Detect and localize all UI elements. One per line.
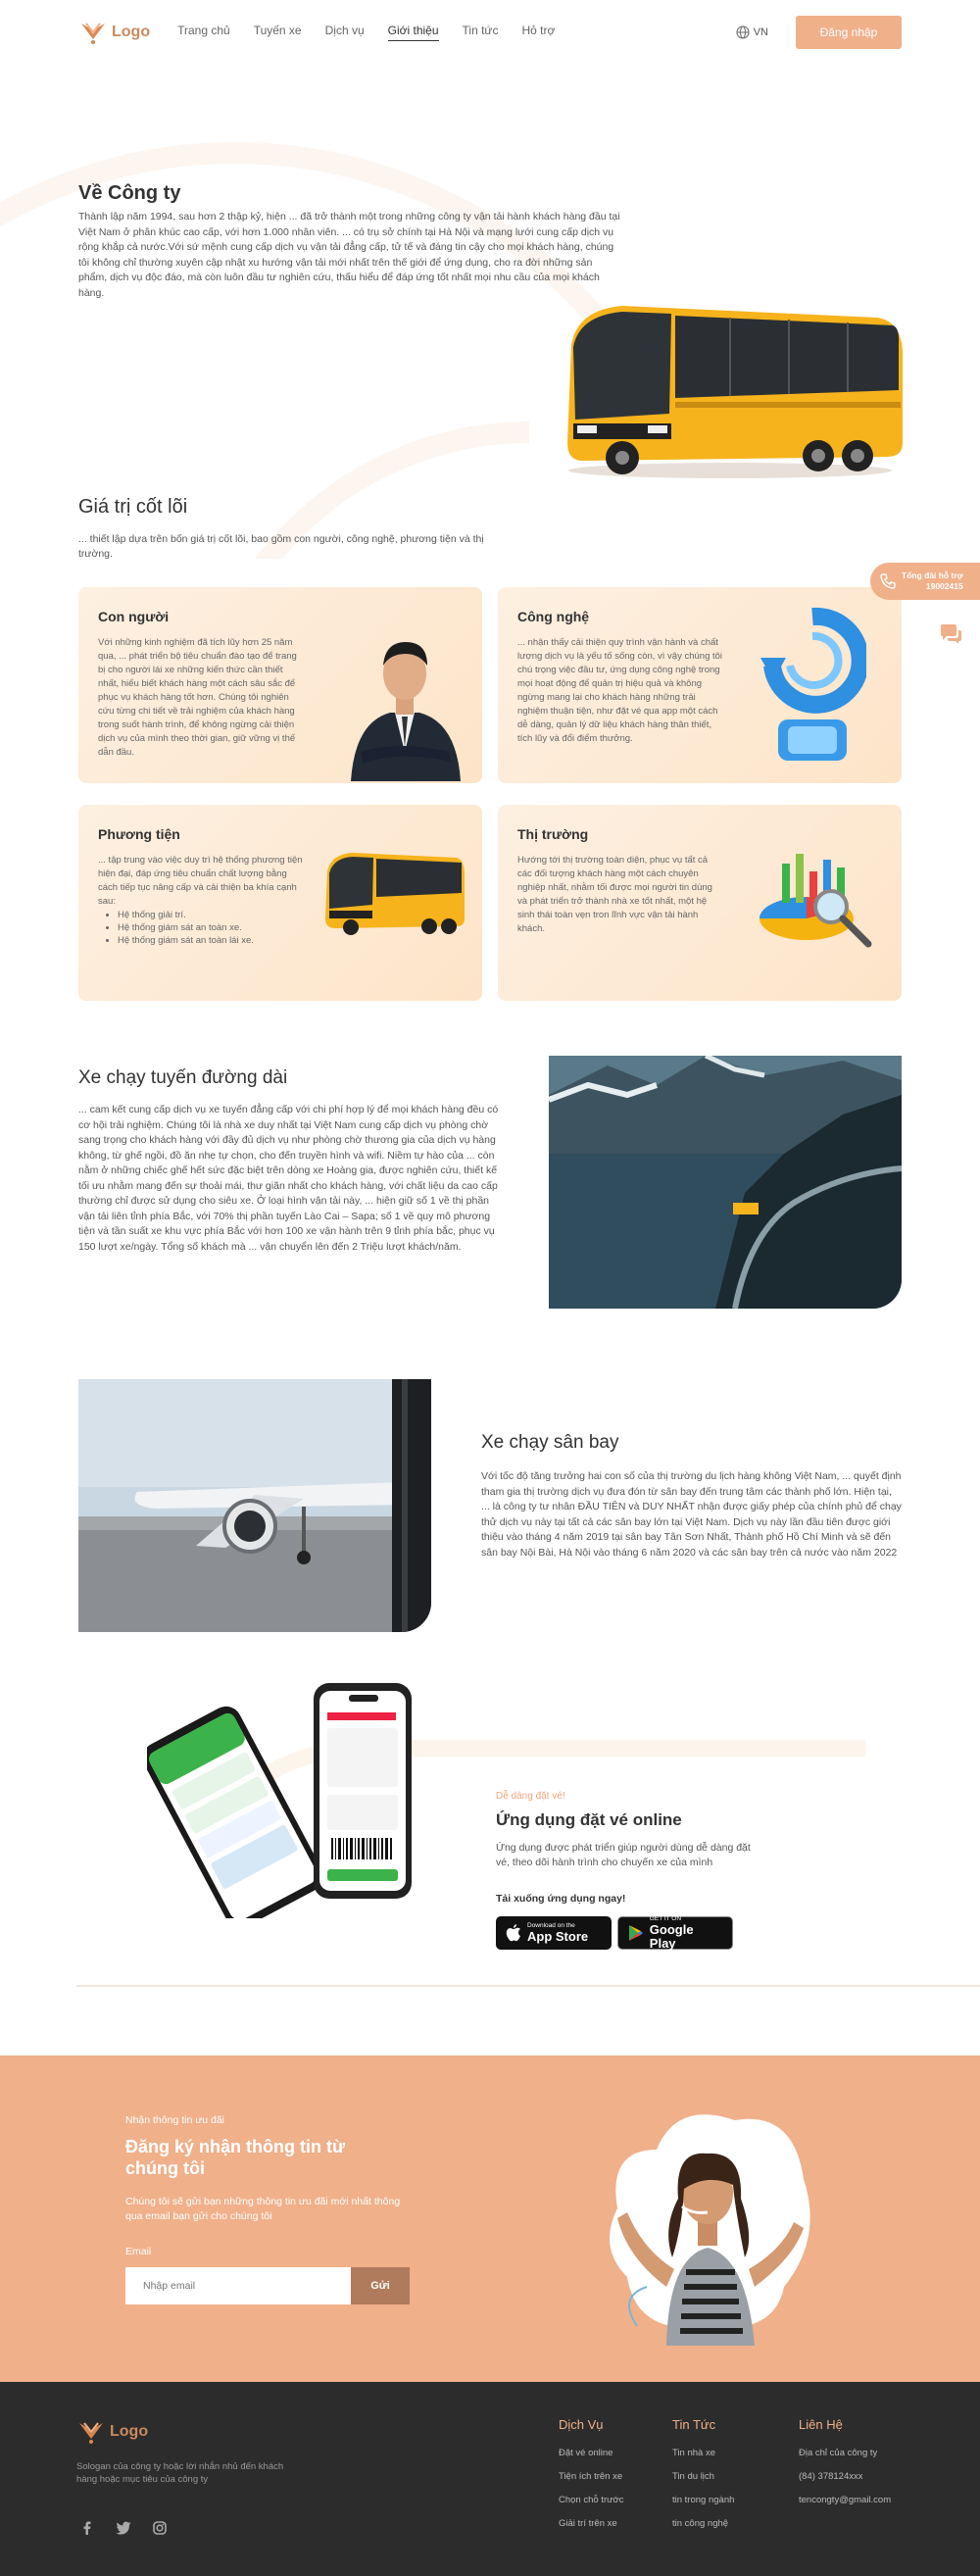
google-play-text <box>650 1915 722 1951</box>
long-route-section <box>78 1056 902 1379</box>
hotline-widget[interactable] <box>870 563 980 600</box>
nav-support[interactable]: Hỏ trợ <box>521 24 556 37</box>
app-store-text <box>527 1922 588 1944</box>
card-title: Thị trường <box>517 826 589 842</box>
download-label: Tải xuống ứng dụng ngay! <box>496 1893 626 1905</box>
footer-link[interactable]: Đặt vé online <box>559 2448 613 2458</box>
list-item: • Hệ thống giải trí. <box>118 909 463 921</box>
newsletter-title: Đăng ký nhận thông tin từ chúng tôi <box>125 2137 346 2178</box>
about-title: Về Công ty <box>78 182 181 204</box>
about-text: Thành lập năm 1994, sau hơn 2 thập kỷ, hiện ... đã trở thành một trong những công ty vận tải hành khách hàng đầu tại Việt Nam ở phân khúc cao cấp, với hơn 1.000 nhân viên. ... có trụ sở chính tại Hà Nội và mạng lưới cung cấp dịch vụ rộng khắp cả nước.Với sứ mệnh cung cấp dịch vụ vận tải đẳng cấp, tử tế và đáng tin cậy cho mọi khách hàng, chúng tôi không chỉ thường xuyên cập nhật xu hướng vận tải mới nhất trên thế giới để ứng dụng, cho ra đời những sản phẩm, dịch vụ độc đáo, mà còn luôn đầu tư nghiên cứu, thấu hiểu để đáp ứng tốt nhất mọi nhu cầu của mọi khách hàng. <box>78 211 620 299</box>
main-nav <box>177 24 578 41</box>
footer-link[interactable]: Chọn chỗ trước <box>559 2495 624 2505</box>
card-title: Con người <box>98 609 170 624</box>
mountain-road-image <box>549 1056 902 1309</box>
nav-services[interactable]: Dịch vụ <box>324 24 365 37</box>
footer-phone[interactable]: (84) 378124xxx <box>799 2471 863 2482</box>
footer-link[interactable]: Tiện ích trên xe <box>559 2471 623 2482</box>
apple-icon <box>506 1924 521 1942</box>
footer-link[interactable]: tin công nghệ <box>672 2518 729 2529</box>
footer <box>0 2382 980 2576</box>
logo-icon <box>78 18 108 47</box>
language-selector[interactable] <box>736 25 768 39</box>
divider <box>76 1985 980 1987</box>
footer-slogan: Sologan của công ty hoặc lời nhắn nhủ đến khách hàng hoặc mục tiêu của công ty <box>76 2461 284 2485</box>
app-store-small: Download on the <box>527 1922 575 1929</box>
footer-link[interactable]: tin trong ngành <box>672 2495 735 2505</box>
list-item: • Hệ thống giám sát an toàn xe. <box>118 921 463 934</box>
airplane-photo <box>78 1379 431 1632</box>
card-vehicle <box>78 805 482 1001</box>
footer-brand <box>76 2417 292 2486</box>
newsletter-form <box>125 2267 419 2304</box>
footer-col-news <box>672 2417 734 2542</box>
app-section <box>0 1673 980 1999</box>
footer-col-title: Tin Tức <box>672 2417 716 2432</box>
header-left <box>78 18 578 47</box>
header <box>78 0 902 65</box>
businessman-image <box>341 605 468 781</box>
core-values-section <box>78 496 902 1001</box>
google-play-big: Google Play <box>649 1922 694 1951</box>
about-section <box>78 65 902 496</box>
footer-col-title: Dịch Vụ <box>559 2417 604 2432</box>
airport-text: Với tốc độ tăng trưởng hai con số của thị trường du lịch hàng không Việt Nam, ... quyết định tham gia thị trường dịch vụ đưa đón từ sân bay đến trung tâm các thành phố lớn. Hiện tại, ... là công ty tư nhân ĐẦU TIÊN và DUY NHẤT nhận được giấy phép của chính phủ để chạy thử dịch vụ này tại tất cả các sân bay lớn tại Việt Nam. Dịch vụ này lần đầu tiên được giới thiệu vào tháng 4 năm 2019 tại sân bay Tân Sơn Nhất, Thành phố Hồ Chí Minh và sẽ đến sân bay Nội Bài, Hà Nội vào tháng 6 năm 2020 và các sân bay trên cả nước vào năm 2022 <box>481 1470 902 1559</box>
gear-cycle-icon <box>759 607 866 773</box>
nav-home[interactable]: Trang chủ <box>177 24 230 37</box>
mountain-road-photo <box>549 1056 902 1309</box>
bus-image <box>554 296 906 482</box>
phones-image <box>147 1673 441 1918</box>
app-store-button[interactable] <box>496 1916 612 1950</box>
footer-link[interactable]: Tin nhà xe <box>672 2448 716 2458</box>
email-label: Email <box>125 2246 152 2257</box>
core-cards <box>78 587 902 1001</box>
footer-logo-text: Logo <box>110 2423 149 2440</box>
footer-email[interactable]: tencongty@gmail.com <box>799 2495 892 2505</box>
logo-icon <box>76 2417 106 2447</box>
footer-col-services <box>559 2417 623 2542</box>
language-label: VN <box>753 26 768 38</box>
instagram-icon[interactable] <box>153 2521 167 2535</box>
login-button[interactable]: Đăng nhập <box>796 16 902 49</box>
airport-image <box>78 1379 431 1632</box>
google-play-small: GET IT ON <box>649 1915 682 1922</box>
market-chart-icon <box>753 848 880 956</box>
hotline-text <box>902 570 963 592</box>
app-title: Ứng dụng đặt vé online <box>496 1810 682 1829</box>
newsletter-section <box>0 2056 980 2382</box>
app-store-big: App Store <box>527 1929 589 1944</box>
airport-title: Xe chạy sân bay <box>481 1432 619 1453</box>
card-title: Công nghệ <box>517 609 590 624</box>
card-technology <box>498 587 902 783</box>
card-text: Hướng tới thị trường toàn diện, phục vụ tất cả các đối tượng khách hàng một cách chuyên nghiệp nhất, nhằm tối được mọi người tin dùng và phát triển trở thành nhà xe tốt nhất, một hệ sinh thái toàn vẹn tron lĩnh vực vận tải hành khách. <box>517 855 712 934</box>
card-people <box>78 587 482 783</box>
newsletter-label: Nhận thông tin ưu đãi <box>125 2114 225 2126</box>
footer-link[interactable]: Giải trí trên xe <box>559 2518 617 2529</box>
long-route-text: ... cam kết cung cấp dịch vụ xe tuyến đẳng cấp với chi phí hợp lý để mọi khách hàng đều có cơ hội trải nghiệm. Chúng tôi là nhà xe duy nhất tại Việt Nam cung cấp dịch vụ phòng chờ sang trọng cho khách hàng với đầy đủ dịch vụ như phòng chờ thương gia của dịch vụ hàng không, từ ghế ngồi, đồ ăn nhẹ tự chọn, cho đến truyền hình và wifi. Niềm tự hào của ... còn nằm ở những chiếc ghế hết sức đặc biệt trên dòng xe Hoàng gia, được nghiên cứu, thiết kế tối ưu nhằm mang đến sự thoải mái, thư giãn nhất cho khách hàng, với chất liệu da cao cấp thường chỉ được sử dụng cho siêu xe. Ở loại hình vận tải này, ... hiện giữ số 1 về thị phần vận tải liên tỉnh phía Bắc, với 70% thị phần tuyến Lào Cai – Sapa; số 1 về quy mô phương tiện và tần suất xe khu vực phía Bắc với hơn 100 xe vận hành trên 9 tỉnh phía bắc, phục vụ 150 lượt xe/ngày. Tổng số khách mà ... vận chuyển lên đến 2 Triệu lượt khách/năm. <box>78 1104 499 1253</box>
phone-icon <box>880 573 896 589</box>
long-route-title: Xe chạy tuyến đường dài <box>78 1067 288 1088</box>
list-item: • Hệ thống giám sát an toàn lái xe. <box>118 934 463 947</box>
core-title: Giá trị cốt lõi <box>78 496 188 518</box>
footer-link[interactable]: Tin du lịch <box>672 2471 714 2482</box>
woman-image <box>598 2091 823 2346</box>
card-market <box>498 805 902 1001</box>
submit-button[interactable]: Gửi <box>351 2267 410 2304</box>
facebook-icon[interactable] <box>80 2521 94 2535</box>
card-text: ... nhận thấy cải thiện quy trình vận hành và chất lượng dịch vụ là yếu tố sống còn, vì vậy chúng tôi chú trọng việc đầu tư, ứng dụng công nghệ trong mọi hoạt động để quản trị hiệu quả và không ngừng mang lại cho khách hàng những trải nghiệm thuận tiện, như đặt vé qua app một cách dễ dàng, quản lý dữ liệu khách hàng thân thiết, tích lũy và đổi điểm thưởng. <box>517 637 723 744</box>
header-right <box>736 16 902 49</box>
newsletter-content <box>125 2114 419 2304</box>
card-text: ... tập trung vào việc duy trì hệ thống phương tiện hiện đại, đáp ứng tiêu chuẩn chất lượng bằng cách tiếp tục nâng cấp và cải thiện ba khía cạnh sau: <box>98 855 303 907</box>
airport-section <box>78 1379 902 1673</box>
hotline-label: Tổng đài hỗ trợ <box>902 570 963 580</box>
core-subtitle: ... thiết lập dựa trên bốn giá trị cốt lõi, bao gồm con người, công nghệ, phương tiện và thị trường. <box>78 533 484 560</box>
footer-address: Địa chỉ của công ty <box>799 2448 878 2458</box>
app-tag: Dễ dàng đặt vé! <box>496 1791 565 1802</box>
email-input[interactable] <box>125 2267 351 2304</box>
bus-image <box>319 848 466 941</box>
nav-routes[interactable]: Tuyến xe <box>253 24 302 37</box>
spacer <box>0 1999 980 2056</box>
footer-logo[interactable] <box>76 2417 292 2447</box>
nav-about[interactable]: Giới thiệu <box>388 24 439 41</box>
app-description: Ứng dụng được phát triển giúp người dùng dễ dàng đặt vé, theo dõi hành trình cho chuyến xe của mình <box>496 1842 751 1868</box>
globe-icon <box>736 25 750 39</box>
nav-news[interactable]: Tin tức <box>462 24 499 37</box>
social-links <box>80 2521 167 2535</box>
hotline-number: 19002415 <box>925 581 963 591</box>
card-text: Với những kinh nghiệm đã tích lũy hơn 25 năm qua, ... phát triển bộ tiêu chuẩn đào tạo để trang bị cho người lái xe những kiến thức cần thiết nhất, hiểu biết khách hàng một cách sâu sắc để phục vụ khách hàng tốt hơn. Chúng tôi nghiên cứu từng chi tiết về trải nghiệm của khách hàng trong suốt hành trình, để không ngừng cải thiện dịch vụ của mình theo thời gian, giữ vững vị thế dẫn đầu. <box>98 637 297 758</box>
google-play-icon <box>628 1924 644 1942</box>
footer-col-contact <box>799 2417 891 2518</box>
newsletter-text: Chúng tôi sẽ gửi bạn những thông tin ưu đãi mới nhất thông qua email bạn gửi cho chúng tôi <box>125 2196 401 2222</box>
logo-text: Logo <box>112 24 151 40</box>
card-title: Phương tiện <box>98 826 180 842</box>
google-play-button[interactable] <box>617 1916 733 1950</box>
footer-col-title: Liên Hệ <box>799 2417 843 2432</box>
logo[interactable] <box>78 18 150 47</box>
twitter-icon[interactable] <box>116 2521 131 2535</box>
chat-icon[interactable] <box>939 623 962 645</box>
